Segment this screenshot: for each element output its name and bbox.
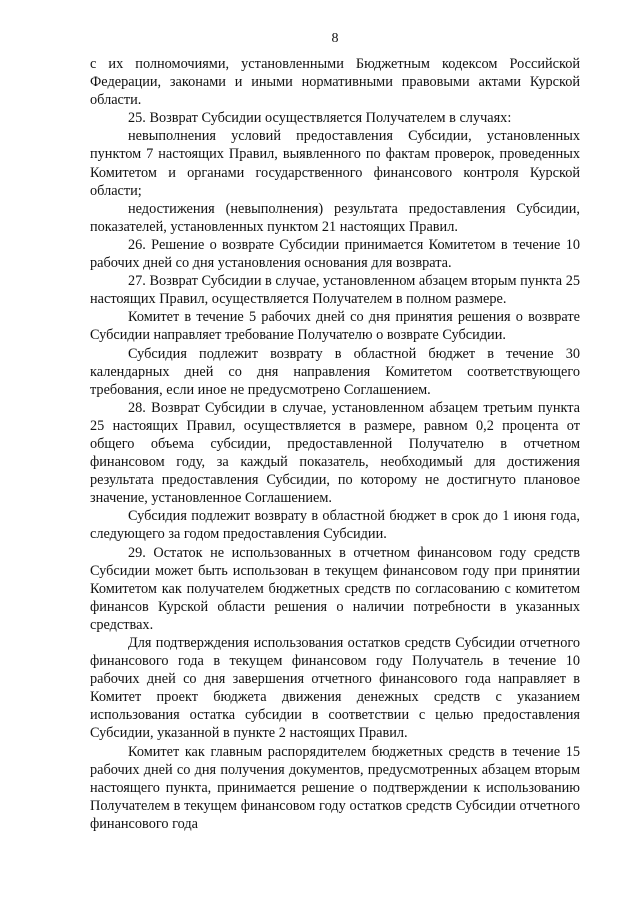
paragraph-26: 26. Решение о возврате Субсидии принимается Комитетом в течение 10 рабочих дней со дня установления основания для возврата. [90,236,580,272]
page-number: 8 [331,31,339,46]
paragraph-25-case-2: недостижения (невыполнения) результата предоставления Субсидии, показателей, установленных пунктом 21 настоящих Правил. [90,200,580,235]
paragraph-25: 25. Возврат Субсидии осуществляется Получателем в случаях: [128,110,512,127]
paragraph-28-deadline: Субсидия подлежит возврату в областной бюджет в срок до 1 июня года, следующего за годом предоставления Субсидии. [90,508,580,543]
paragraph-29: 29. Остаток не использованных в отчетном финансовом году средств Субсидии может быть использован в текущем финансовом году при принятии Комитетом как получателем бюджетных средств по согласованию с комитетом финансов Курской области решения о наличии потребности в указанных средствах. [90,544,580,633]
paragraph-27-deadline: Субсидия подлежит возврату в областной бюджет в течение 30 календарных дней со дня направления Комитетом соответствующего требования, если иное не предусмотрено Соглашением. [90,345,580,398]
paragraph-29-confirmation: Для подтверждения использования остатков средств Субсидии отчетного финансового года в текущем финансовом году Получатель в течение 10 рабочих дней со дня завершения отчетного финансового года направляет в Комитет проект бюджета движения денежных средств с указанием использования остатка субсидии в соответствии с целью предоставления Субсидии, указанной в пункте 2 настоящих Правил. [90,635,580,742]
paragraph-27-notice: Комитет в течение 5 рабочих дней со дня принятия решения о возврате Субсидии направляет требование Получателю о возврате Субсидии. [90,309,580,344]
paragraph-28: 28. Возврат Субсидии в случае, установленном абзацем третьим пункта 25 настоящих Правил, осуществляется в размере, равном 0,2 процента от общего объема субсидии, предоставленной Получателю в отчетном финансовом году, за каждый показатель, необходимый для достижения результата предоставления Субсидии, по которому не достигнуто плановое значение, установленное Соглашением. [90,399,580,507]
paragraph-intro: с их полномочиями, установленными Бюджетным кодексом Российской Федерации, законами и иными нормативными правовыми актами Курской области. [90,56,580,109]
paragraph-27: 27. Возврат Субсидии в случае, установленном абзацем вторым пункта 25 настоящих Правил, осуществляется Получателем в полном размере. [90,273,580,308]
paragraph-25-case-1: невыполнения условий предоставления Субсидии, установленных пунктом 7 настоящих Правил, выявленного по фактам проверок, проведенных Комитетом и органами государственного финансового контроля Курской области; [90,128,580,199]
document-page [90,30,580,890]
paragraph-29-decision: Комитет как главным распорядителем бюджетных средств в течение 15 рабочих дней со дня получения документов, предусмотренных абзацем вторым настоящего пункта, принимается решение о подтверждении к использованию Получателем в текущем финансовом году остатков средств Субсидии отчетного финансового года [90,743,580,832]
